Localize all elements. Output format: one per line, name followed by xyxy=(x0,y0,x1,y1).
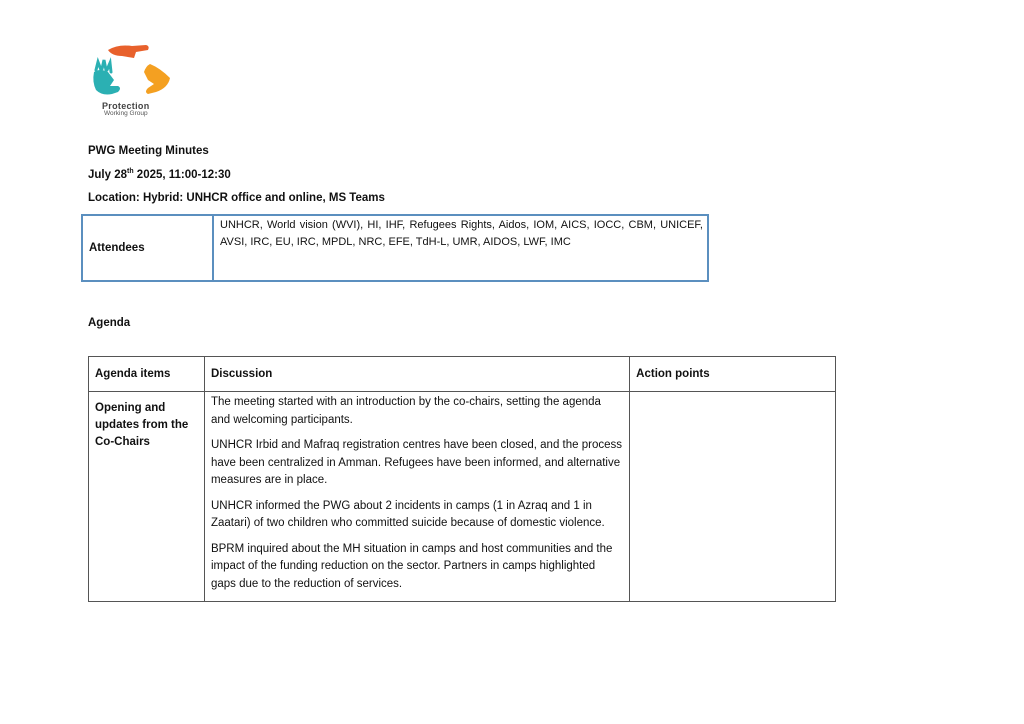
column-header-action-points: Action points xyxy=(630,357,836,392)
action-points-cell xyxy=(630,392,836,602)
discussion-paragraph: UNHCR Irbid and Mafraq registration centres have been closed, and the process have been centralized in Amman. Refugees have been informed, and alternative measures are in place. xyxy=(210,439,622,486)
document-title: PWG Meeting Minutes xyxy=(88,145,209,157)
logo-text-protection: Protection xyxy=(102,101,150,111)
logo-text-working-group: Working Group xyxy=(104,110,148,117)
agenda-item-cell: Opening and updates from the Co-Chairs xyxy=(89,392,205,602)
meeting-date: July 28th 2025, 11:00-12:30 xyxy=(88,168,231,181)
column-header-agenda-items: Agenda items xyxy=(89,357,205,392)
meeting-location: Location: Hybrid: UNHCR office and online, MS Teams xyxy=(88,192,385,204)
attendees-list: UNHCR, World vision (WVI), HI, IHF, Refugees Rights, Aidos, IOM, AICS, IOCC, CBM, UNICEF, AVSI, IRC, EU, IRC, MPDL, NRC, EFE, TdH-L, UMR, AIDOS, LWF, IMC xyxy=(220,219,703,248)
attendees-label: Attendees xyxy=(83,216,214,280)
agenda-heading: Agenda xyxy=(88,317,131,329)
table-row xyxy=(89,392,836,602)
hands-logo-icon xyxy=(88,42,178,102)
discussion-cell xyxy=(204,392,629,602)
column-header-discussion: Discussion xyxy=(204,357,629,392)
agenda-header-row xyxy=(89,357,836,392)
agenda-table xyxy=(88,356,836,602)
discussion-paragraph: The meeting started with an introduction by the co-chairs, setting the agenda and welcoming participants. xyxy=(210,396,601,426)
discussion-paragraph: BPRM inquired about the MH situation in camps and host communities and the impact of the funding reduction on the sector. Partners in camps highlighted gaps due to the reduction of services. xyxy=(210,542,613,590)
attendees-table xyxy=(81,214,709,282)
discussion-paragraph: UNHCR informed the PWG about 2 incidents in camps (1 in Azraq and 1 in Zaatari) of two children who committed suicide because of domestic violence. xyxy=(210,499,605,529)
